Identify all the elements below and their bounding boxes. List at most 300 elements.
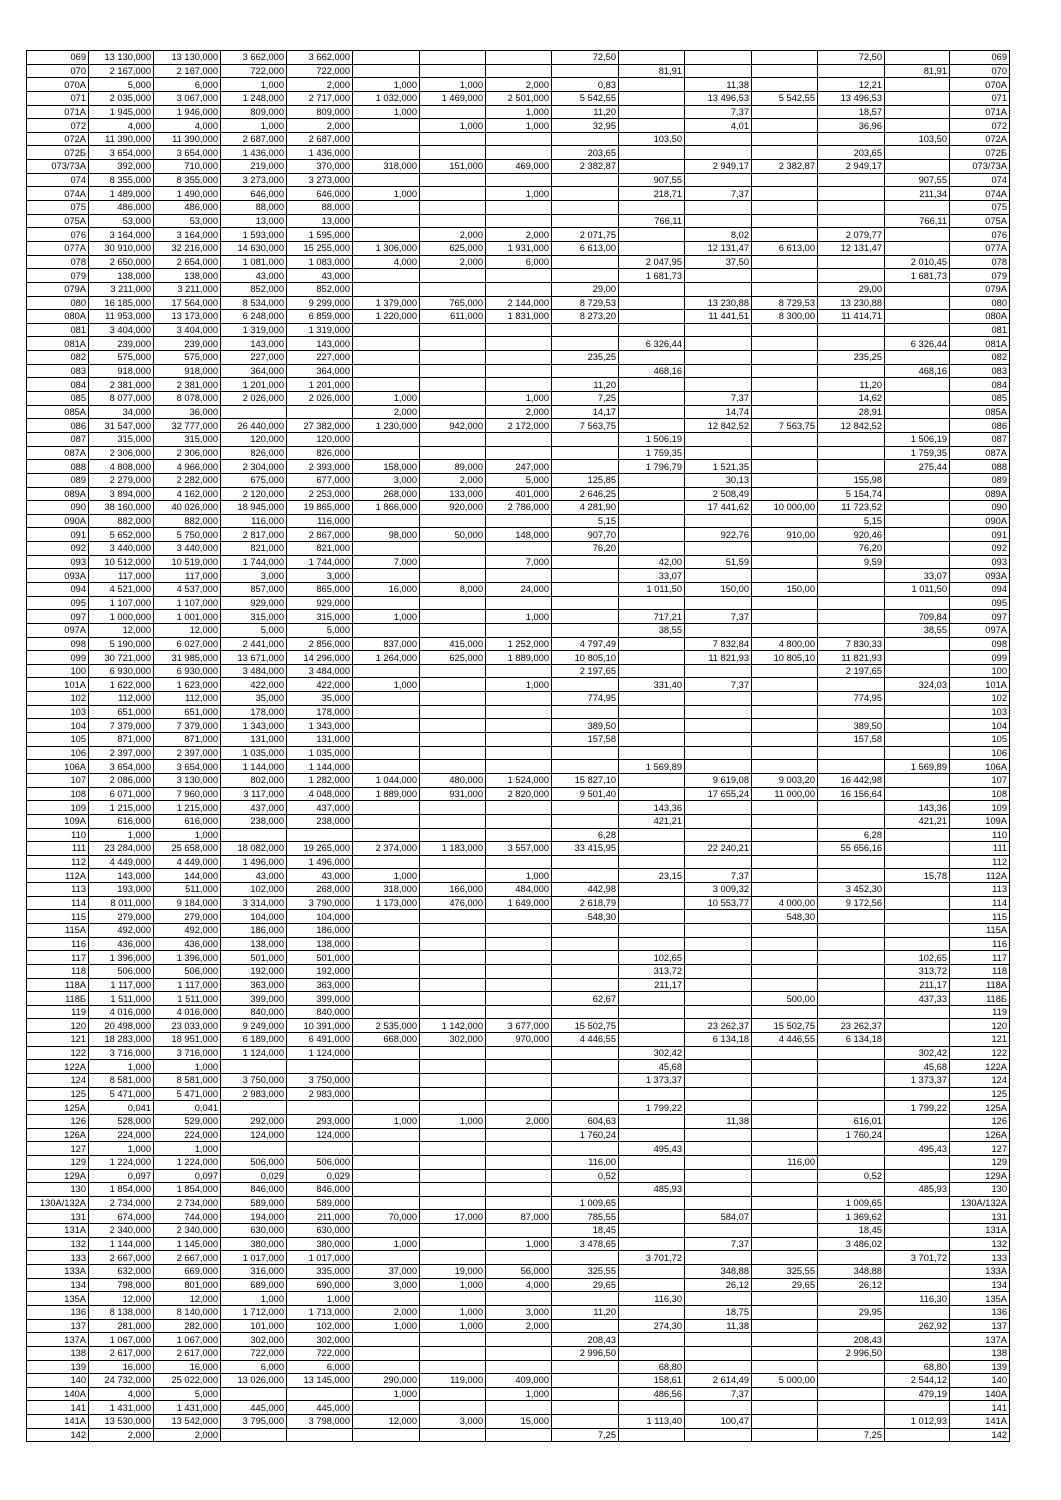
row-code-cell-right: 127 (950, 1142, 1010, 1156)
table-row (27, 692, 1010, 706)
table-cell (420, 992, 486, 1006)
table-cell: 1 012,93 (885, 1415, 950, 1429)
table-cell (752, 542, 818, 556)
table-cell (552, 623, 619, 637)
table-cell: 2 035,000 (89, 91, 154, 105)
row-code-cell-right: 101A (950, 678, 1010, 692)
table-cell: 442,98 (552, 883, 619, 897)
row-code-cell-right: 111 (950, 842, 1010, 856)
table-cell: 5 471,000 (89, 1087, 154, 1101)
table-cell (486, 924, 552, 938)
table-cell: 1 144,000 (221, 760, 287, 774)
table-row (27, 419, 1010, 433)
table-cell (420, 173, 486, 187)
table-cell (420, 201, 486, 215)
table-cell: 116,000 (287, 514, 353, 528)
row-code-cell-right: 118 (950, 964, 1010, 978)
table-cell: 2 340,000 (154, 1224, 221, 1238)
table-cell (752, 1333, 818, 1347)
table-cell: 401,000 (486, 487, 552, 501)
table-cell (885, 78, 950, 92)
table-cell (420, 924, 486, 938)
table-cell: 125,85 (552, 473, 619, 487)
table-cell: 3 716,000 (89, 1046, 154, 1060)
table-cell: 102,65 (619, 951, 685, 965)
table-cell: 11,38 (685, 1114, 752, 1128)
table-cell: 192,000 (221, 964, 287, 978)
table-cell (619, 419, 685, 433)
table-cell (752, 746, 818, 760)
row-code-cell: 107 (27, 773, 89, 787)
table-cell: 100,47 (685, 1415, 752, 1429)
table-cell: 8 077,000 (89, 392, 154, 406)
table-cell: 5,15 (818, 514, 885, 528)
table-cell (619, 1224, 685, 1238)
table-cell (353, 1224, 420, 1238)
table-cell: 625,000 (420, 651, 486, 665)
table-cell: 3 701,72 (885, 1251, 950, 1265)
table-cell: 495,43 (619, 1142, 685, 1156)
table-cell (685, 514, 752, 528)
table-cell: 148,000 (486, 528, 552, 542)
table-cell: 1,000 (353, 1237, 420, 1251)
row-code-cell-right: 093A (950, 569, 1010, 583)
table-cell: 907,70 (552, 528, 619, 542)
table-cell: 1 854,000 (89, 1183, 154, 1197)
row-code-cell-right: 126 (950, 1114, 1010, 1128)
table-cell: 722,000 (287, 64, 353, 78)
row-code-cell: 126A (27, 1128, 89, 1142)
table-cell (818, 132, 885, 146)
table-cell: 1 379,000 (353, 296, 420, 310)
table-cell: 19,000 (420, 1265, 486, 1279)
table-row (27, 1360, 1010, 1374)
table-cell (818, 1360, 885, 1374)
table-cell: 72,50 (818, 51, 885, 65)
table-cell (619, 542, 685, 556)
row-code-cell: 141A (27, 1415, 89, 1429)
table-cell (353, 855, 420, 869)
table-cell: 316,000 (221, 1265, 287, 1279)
table-cell (552, 255, 619, 269)
table-cell (752, 937, 818, 951)
table-cell: 8 078,000 (154, 392, 221, 406)
table-cell (420, 378, 486, 392)
table-cell (685, 569, 752, 583)
table-cell: 15,78 (885, 869, 950, 883)
table-cell (885, 937, 950, 951)
table-cell (353, 228, 420, 242)
table-row (27, 392, 1010, 406)
table-cell: 421,21 (619, 814, 685, 828)
table-cell (420, 51, 486, 65)
table-cell: 485,93 (619, 1183, 685, 1197)
table-cell (818, 678, 885, 692)
table-cell: 8 355,000 (154, 173, 221, 187)
table-cell: 2 026,000 (221, 392, 287, 406)
table-cell: 2 047,95 (619, 255, 685, 269)
table-cell: 2 393,000 (287, 460, 353, 474)
table-cell (221, 1060, 287, 1074)
table-cell: 3,000 (221, 569, 287, 583)
table-cell: 112,000 (154, 692, 221, 706)
table-cell: 766,11 (619, 214, 685, 228)
table-cell: 2 614,49 (685, 1374, 752, 1388)
row-code-cell-right: 118Б (950, 992, 1010, 1006)
table-cell: 26,12 (818, 1278, 885, 1292)
table-cell (752, 1128, 818, 1142)
table-cell: 2,000 (420, 473, 486, 487)
table-cell: 479,19 (885, 1387, 950, 1401)
table-cell: 2 667,000 (154, 1251, 221, 1265)
table-cell (752, 1046, 818, 1060)
table-cell (752, 214, 818, 228)
table-cell (552, 201, 619, 215)
row-code-cell-right: 125 (950, 1087, 1010, 1101)
table-cell: 1,000 (420, 78, 486, 92)
table-cell: 0,097 (154, 1169, 221, 1183)
table-cell: 13 230,88 (685, 296, 752, 310)
table-row (27, 555, 1010, 569)
row-code-cell: 071 (27, 91, 89, 105)
table-cell: 2 279,000 (89, 473, 154, 487)
table-row (27, 760, 1010, 774)
table-cell: 1 117,000 (89, 978, 154, 992)
table-cell (685, 1346, 752, 1360)
table-cell: 4 521,000 (89, 582, 154, 596)
table-cell (619, 773, 685, 787)
table-cell: 224,000 (154, 1128, 221, 1142)
table-cell: 29,00 (818, 282, 885, 296)
table-cell: 2 071,75 (552, 228, 619, 242)
table-cell: 389,50 (818, 719, 885, 733)
table-cell (885, 392, 950, 406)
table-cell (885, 119, 950, 133)
row-code-cell-right: 122A (950, 1060, 1010, 1074)
table-cell (818, 1374, 885, 1388)
table-cell (885, 351, 950, 365)
table-cell: 363,000 (287, 978, 353, 992)
table-cell: 37,000 (353, 1265, 420, 1279)
table-cell (885, 1401, 950, 1415)
table-row (27, 1237, 1010, 1251)
table-cell: 13 496,53 (685, 91, 752, 105)
table-cell (486, 1060, 552, 1074)
row-code-cell: 119 (27, 1005, 89, 1019)
table-cell: 1 001,000 (154, 610, 221, 624)
table-row (27, 255, 1010, 269)
table-cell: 12,000 (89, 1292, 154, 1306)
table-cell: 7,25 (818, 1428, 885, 1442)
table-cell: 40 026,000 (154, 501, 221, 515)
table-cell (885, 1087, 950, 1101)
table-cell: 186,000 (221, 924, 287, 938)
row-code-cell: 137 (27, 1319, 89, 1333)
table-row (27, 705, 1010, 719)
table-cell (486, 64, 552, 78)
table-cell: 3 211,000 (89, 282, 154, 296)
table-cell: 302,000 (287, 1333, 353, 1347)
table-cell (619, 392, 685, 406)
table-cell (885, 1237, 950, 1251)
table-cell (486, 1224, 552, 1238)
table-cell (552, 705, 619, 719)
table-cell: 548,30 (552, 910, 619, 924)
table-cell: 1,000 (221, 119, 287, 133)
table-cell: 8,000 (420, 582, 486, 596)
table-row (27, 432, 1010, 446)
table-row (27, 132, 1010, 146)
table-cell: 3 314,000 (221, 896, 287, 910)
table-cell: 1,000 (420, 1278, 486, 1292)
table-cell: 511,000 (154, 883, 221, 897)
table-cell (486, 596, 552, 610)
table-cell: 2 397,000 (89, 746, 154, 760)
table-cell (752, 964, 818, 978)
table-cell (420, 678, 486, 692)
table-cell: 8 140,000 (154, 1305, 221, 1319)
table-cell (353, 323, 420, 337)
table-cell: 10 000,00 (752, 501, 818, 515)
table-cell: 2,000 (420, 255, 486, 269)
table-row (27, 323, 1010, 337)
table-cell (685, 214, 752, 228)
row-code-cell-right: 085A (950, 405, 1010, 419)
row-code-cell-right: 087 (950, 432, 1010, 446)
table-cell: 3 452,30 (818, 883, 885, 897)
table-cell (420, 869, 486, 883)
table-cell: 2 817,000 (221, 528, 287, 542)
table-cell (685, 623, 752, 637)
table-cell: 625,000 (420, 241, 486, 255)
table-cell: 8 581,000 (154, 1074, 221, 1088)
table-cell (685, 1428, 752, 1442)
table-cell: 293,000 (287, 1114, 353, 1128)
table-cell: 324,03 (885, 678, 950, 692)
table-cell (221, 405, 287, 419)
table-cell: 2 079,77 (818, 228, 885, 242)
table-cell (619, 1196, 685, 1210)
table-cell: 409,000 (486, 1374, 552, 1388)
table-cell (752, 1428, 818, 1442)
table-cell (752, 1060, 818, 1074)
table-cell: 32,95 (552, 119, 619, 133)
row-code-cell-right: 074 (950, 173, 1010, 187)
table-cell: 313,72 (619, 964, 685, 978)
table-cell: 1 931,000 (486, 241, 552, 255)
row-code-cell-right: 124 (950, 1074, 1010, 1088)
table-cell (420, 760, 486, 774)
table-cell (818, 746, 885, 760)
table-cell (486, 364, 552, 378)
table-cell: 2 026,000 (287, 392, 353, 406)
row-code-cell: 101A (27, 678, 89, 692)
table-cell (353, 719, 420, 733)
table-cell: 2 501,000 (486, 91, 552, 105)
table-row (27, 405, 1010, 419)
table-cell: 1 945,000 (89, 105, 154, 119)
table-cell (752, 1251, 818, 1265)
table-row (27, 1033, 1010, 1047)
table-cell: 2 441,000 (221, 637, 287, 651)
row-code-cell: 132 (27, 1237, 89, 1251)
row-code-cell-right: 133A (950, 1265, 1010, 1279)
table-cell: 30,13 (685, 473, 752, 487)
table-cell: 279,000 (154, 910, 221, 924)
table-cell (353, 801, 420, 815)
table-cell (752, 1005, 818, 1019)
table-cell (619, 1278, 685, 1292)
table-cell (420, 951, 486, 965)
table-cell: 1 117,000 (154, 978, 221, 992)
table-row (27, 937, 1010, 951)
table-cell: 89,000 (420, 460, 486, 474)
table-cell: 12 842,52 (818, 419, 885, 433)
table-cell: 774,95 (818, 692, 885, 706)
table-cell (420, 514, 486, 528)
table-cell (420, 64, 486, 78)
row-code-cell-right: 126A (950, 1128, 1010, 1142)
table-cell (885, 896, 950, 910)
table-cell: 422,000 (287, 678, 353, 692)
row-code-cell-right: 094 (950, 582, 1010, 596)
table-cell (486, 146, 552, 160)
table-cell (353, 1428, 420, 1442)
table-cell: 13 145,000 (287, 1374, 353, 1388)
table-cell: 4,000 (89, 1387, 154, 1401)
row-code-cell: 108 (27, 787, 89, 801)
table-cell (685, 1401, 752, 1415)
row-code-cell: 072Б (27, 146, 89, 160)
row-code-cell: 135A (27, 1292, 89, 1306)
table-cell (752, 719, 818, 733)
ledger-body (27, 51, 1010, 1442)
table-cell: 1 524,000 (486, 773, 552, 787)
table-cell: 116,00 (552, 1155, 619, 1169)
table-cell: 2 820,000 (486, 787, 552, 801)
row-code-cell: 082 (27, 351, 89, 365)
table-cell: 2 650,000 (89, 255, 154, 269)
table-cell (486, 282, 552, 296)
table-cell (552, 569, 619, 583)
table-cell: 1 113,40 (619, 1415, 685, 1429)
table-cell (420, 1183, 486, 1197)
table-row (27, 1128, 1010, 1142)
table-cell: 29,00 (552, 282, 619, 296)
table-cell (486, 1428, 552, 1442)
row-code-cell-right: 079 (950, 269, 1010, 283)
table-cell: 3 716,000 (154, 1046, 221, 1060)
table-cell (885, 705, 950, 719)
table-cell: 4 016,000 (154, 1005, 221, 1019)
table-cell (685, 978, 752, 992)
table-cell: 722,000 (221, 1346, 287, 1360)
table-cell (818, 1319, 885, 1333)
table-cell (619, 78, 685, 92)
table-cell (353, 1401, 420, 1415)
table-cell (619, 1033, 685, 1047)
table-cell (752, 842, 818, 856)
row-code-cell-right: 080 (950, 296, 1010, 310)
table-cell (752, 733, 818, 747)
table-cell: 42,00 (619, 555, 685, 569)
row-code-cell: 109 (27, 801, 89, 815)
table-cell (353, 596, 420, 610)
table-cell (353, 569, 420, 583)
table-cell (619, 296, 685, 310)
row-code-cell: 078 (27, 255, 89, 269)
table-cell: 38,55 (619, 623, 685, 637)
table-cell (685, 733, 752, 747)
table-cell: 6 071,000 (89, 787, 154, 801)
row-code-cell-right: 093 (950, 555, 1010, 569)
table-row (27, 596, 1010, 610)
table-cell (619, 910, 685, 924)
table-cell (752, 132, 818, 146)
table-cell: 18,75 (685, 1305, 752, 1319)
table-cell: 13 530,000 (89, 1415, 154, 1429)
table-cell (885, 323, 950, 337)
table-cell (420, 828, 486, 842)
table-cell (221, 1428, 287, 1442)
table-cell (619, 160, 685, 174)
table-cell (486, 1087, 552, 1101)
table-cell (486, 214, 552, 228)
table-row (27, 1224, 1010, 1238)
table-cell (818, 1401, 885, 1415)
table-cell: 1 396,000 (89, 951, 154, 965)
row-code-cell: 085 (27, 392, 89, 406)
table-row (27, 582, 1010, 596)
table-cell (619, 1305, 685, 1319)
table-cell (685, 201, 752, 215)
table-cell (420, 1292, 486, 1306)
table-row (27, 773, 1010, 787)
table-cell: 50,000 (420, 528, 486, 542)
table-cell (685, 1128, 752, 1142)
table-cell: 529,000 (154, 1114, 221, 1128)
table-cell: 7,37 (685, 1237, 752, 1251)
table-cell: 143,36 (619, 801, 685, 815)
table-cell: 274,30 (619, 1319, 685, 1333)
table-cell: 2 381,000 (154, 378, 221, 392)
table-cell: 1,000 (420, 119, 486, 133)
table-cell: 575,000 (154, 351, 221, 365)
table-cell: 55 656,16 (818, 842, 885, 856)
table-cell: 98,000 (353, 528, 420, 542)
table-cell (818, 364, 885, 378)
row-code-cell-right: 140 (950, 1374, 1010, 1388)
table-cell: 392,000 (89, 160, 154, 174)
table-cell (619, 1428, 685, 1442)
table-row (27, 1101, 1010, 1115)
table-cell (685, 1333, 752, 1347)
table-cell (353, 1333, 420, 1347)
table-cell: 3,000 (353, 473, 420, 487)
row-code-cell-right: 130A/132A (950, 1196, 1010, 1210)
row-code-cell-right: 071A (950, 105, 1010, 119)
row-code-cell: 140A (27, 1387, 89, 1401)
table-cell (685, 364, 752, 378)
table-cell: 12,000 (89, 623, 154, 637)
table-cell (752, 1360, 818, 1374)
table-cell: 1 681,73 (885, 269, 950, 283)
table-cell: 43,000 (287, 269, 353, 283)
table-cell (752, 201, 818, 215)
table-cell (818, 623, 885, 637)
table-cell: 12 131,47 (818, 241, 885, 255)
row-code-cell-right: 115 (950, 910, 1010, 924)
